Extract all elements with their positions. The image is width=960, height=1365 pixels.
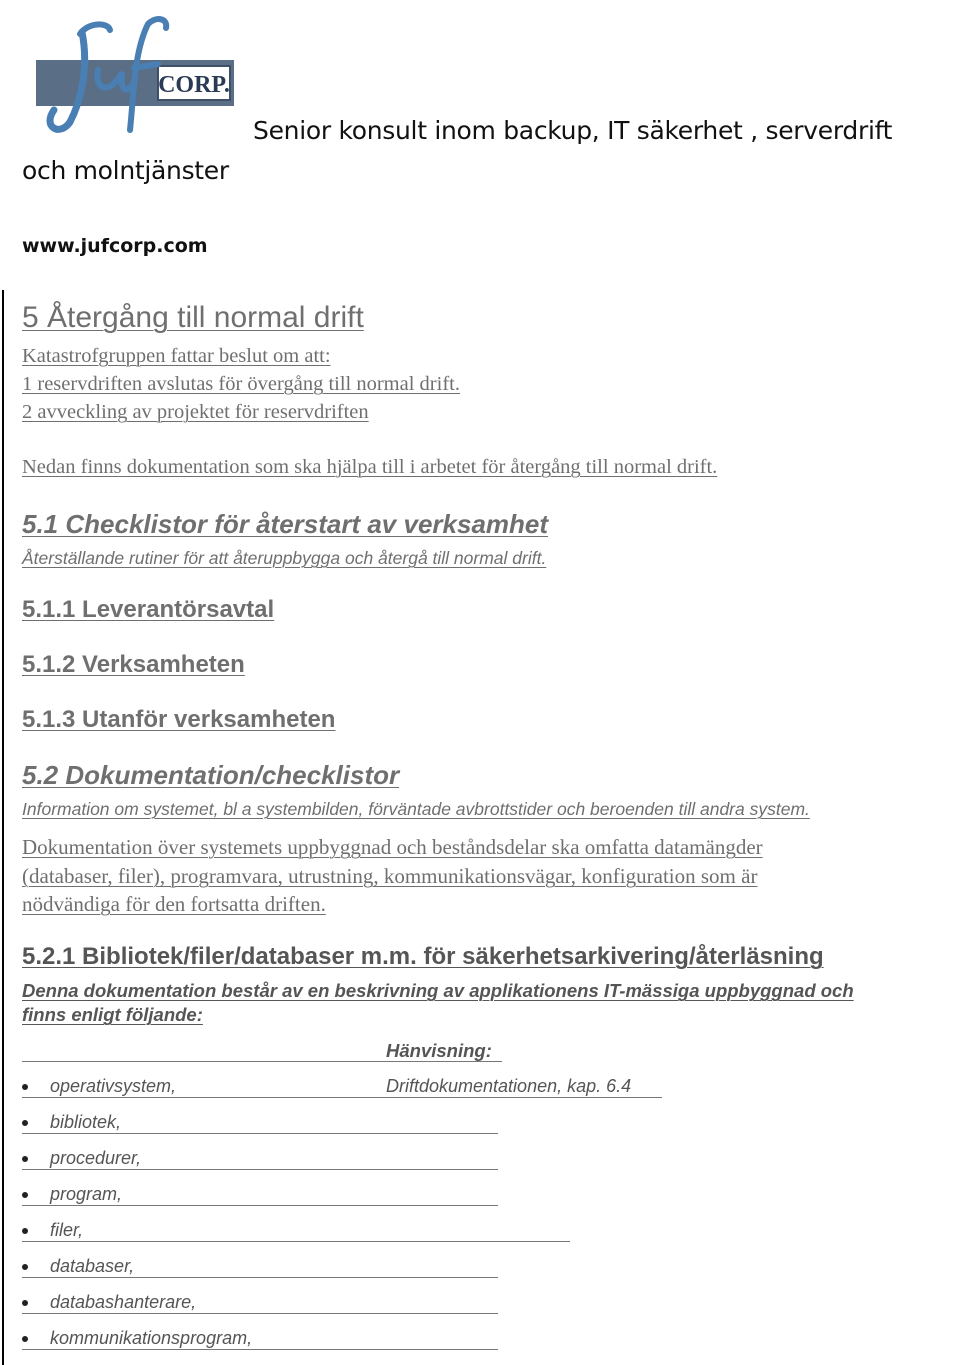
bullet-icon — [22, 1336, 28, 1342]
section-5-heading: 5 Återgång till normal drift — [22, 301, 364, 334]
section-5-list-item: 2 avveckling av projektet för reservdriften — [22, 401, 369, 423]
jufcorp-logo — [30, 12, 240, 140]
section-5-2-1-heading: 5.2.1 Bibliotek/filer/databaser m.m. för säkerhetsarkivering/återläsning — [22, 943, 824, 970]
website-url[interactable]: www.jufcorp.com — [22, 235, 208, 257]
row-item: procedurer, — [50, 1148, 142, 1168]
row-rule — [22, 1169, 498, 1170]
section-5-1-heading: 5.1 Checklistor för återstart av verksamhet — [22, 509, 549, 539]
section-5-2-paragraph-line: (databaser, filer), programvara, utrustning, kommunikationsvägar, konfiguration som är — [22, 864, 758, 888]
section-5-1-2-heading: 5.1.2 Verksamheten — [22, 651, 245, 678]
row-item: databaser, — [50, 1256, 135, 1276]
section-5-2-heading: 5.2 Dokumentation/checklistor — [22, 760, 400, 790]
section-5-intro: Katastrofgruppen fattar beslut om att: — [22, 345, 331, 367]
row-item: databashanterare, — [50, 1292, 197, 1312]
row-rule — [22, 1277, 498, 1278]
row-rule — [22, 1205, 498, 1206]
section-5-text: Nedan finns dokumentation som ska hjälpa till i arbetet för återgång till normal drift. — [22, 456, 718, 478]
bullet-icon — [22, 1228, 28, 1234]
row-item: operativsystem, — [50, 1076, 177, 1096]
section-5-2-paragraph-line: nödvändiga för den fortsatta driften. — [22, 892, 326, 916]
row-item: bibliotek, — [50, 1112, 122, 1132]
section-5-2-paragraph-line: Dokumentation över systemets uppbyggnad och beståndsdelar ska omfatta datamängder — [22, 835, 763, 859]
svg-text:CORP.: CORP. — [158, 72, 230, 98]
bullet-icon — [22, 1120, 28, 1126]
row-rule — [22, 1313, 498, 1314]
bullet-icon — [22, 1264, 28, 1270]
section-5-2-1-desc-line1: Denna dokumentation består av en beskrivning av applikationens IT-mässiga uppbyggnad och — [22, 980, 854, 1001]
section-5-2-subtitle: Information om systemet, bl a systembilden, förväntade avbrottstider och beroenden till andra system. — [22, 799, 810, 819]
bullet-icon — [22, 1084, 28, 1090]
row-rule — [22, 1097, 662, 1098]
section-5-1-1-heading: 5.1.1 Leverantörsavtal — [22, 596, 275, 623]
bullet-icon — [22, 1192, 28, 1198]
bullet-icon — [22, 1156, 28, 1162]
header-title-line2: och molntjänster — [22, 156, 229, 185]
margin-bar — [2, 290, 4, 1365]
row-rule — [22, 1133, 498, 1134]
section-5-1-3-heading: 5.1.3 Utanför verksamheten — [22, 706, 336, 733]
row-item: program, — [50, 1184, 123, 1204]
row-rule — [22, 1349, 498, 1350]
header-title-line1: Senior konsult inom backup, IT säkerhet , serverdrift — [253, 116, 893, 145]
row-item: filer, — [50, 1220, 84, 1240]
section-5-list-item: 1 reservdriften avslutas för övergång till normal drift. — [22, 373, 460, 395]
row-reference: Driftdokumentationen, kap. 6.4 — [386, 1076, 632, 1096]
row-rule — [22, 1241, 570, 1242]
row-item: kommunikationsprogram, — [50, 1328, 253, 1348]
bullet-icon — [22, 1300, 28, 1306]
section-5-1-subtitle: Återställande rutiner för att återuppbygga och återgå till normal drift. — [22, 548, 547, 568]
reference-header: Hänvisning: — [386, 1040, 492, 1061]
section-5-2-1-desc-line2: finns enligt följande: — [22, 1004, 203, 1025]
